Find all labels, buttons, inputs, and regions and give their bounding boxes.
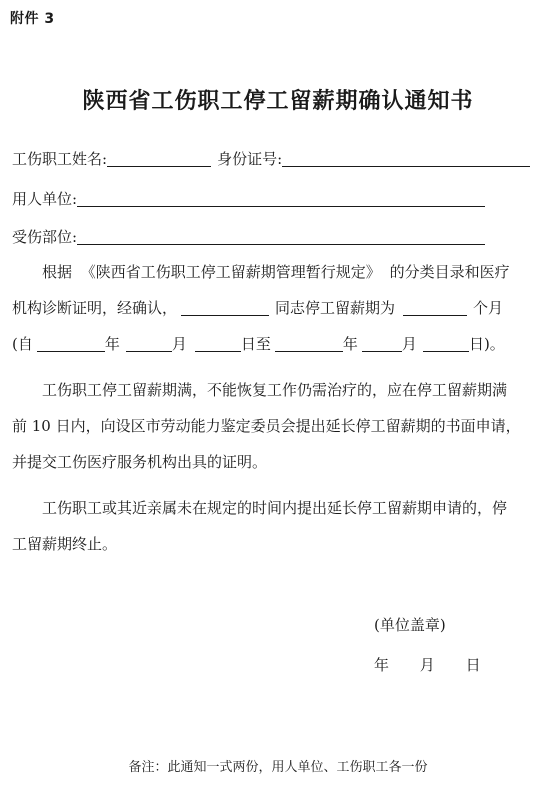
end-month-unit: 月	[401, 335, 417, 353]
start-month-unit: 月	[171, 335, 187, 353]
date-year: 年	[374, 656, 390, 674]
para1-confirm-text: 机构诊断证明，经确认，	[12, 299, 178, 317]
name-id-row	[12, 148, 530, 169]
footnote: 备注：此通知一式两份，用人单位、工伤职工各一份	[128, 760, 428, 775]
para1-months-unit: 个月	[473, 299, 504, 317]
end-month-blank[interactable]	[362, 337, 402, 352]
end-year-blank[interactable]	[275, 337, 343, 352]
end-year-unit: 年	[342, 335, 358, 353]
start-year-blank[interactable]	[37, 337, 105, 352]
id-number-blank[interactable]	[282, 152, 530, 167]
start-month-blank[interactable]	[126, 337, 172, 352]
worker-name-blank[interactable]	[181, 301, 269, 316]
injury-row	[12, 226, 485, 247]
para1-period-text: 同志停工留薪期为	[275, 299, 396, 317]
id-label: 身份证号:	[217, 150, 283, 168]
para2-line3: 并提交工伤医疗服务机构出具的证明。	[12, 453, 268, 471]
signature-date	[374, 654, 507, 675]
injury-part-blank[interactable]	[77, 230, 485, 245]
para1-line2	[12, 290, 542, 326]
para3-line1: 工伤职工或其近亲属未在规定的时间内提出延长停工留薪期申请的，停	[42, 499, 508, 517]
para1-text-c: 的分类目录和医疗	[389, 263, 510, 281]
paragraph-3	[12, 490, 542, 562]
para2-line1: 工伤职工停工留薪期满，不能恢复工作仍需治疗的，应在停工留薪期满	[42, 381, 508, 399]
para1-text-a: 根据	[42, 263, 73, 281]
months-blank[interactable]	[403, 301, 467, 316]
employer-row	[12, 188, 485, 209]
employer-blank[interactable]	[77, 192, 485, 207]
unit-seal-label: (单位盖章)	[374, 616, 446, 634]
para1-line3	[12, 326, 542, 362]
document-title: 陕西省工伤职工停工留薪期确认通知书	[82, 88, 474, 114]
date-range-open: (自	[12, 335, 33, 353]
attachment-label: 附件 3	[10, 11, 55, 27]
employer-label: 用人单位:	[12, 190, 78, 208]
date-month: 月	[419, 656, 435, 674]
start-year-unit: 年	[104, 335, 120, 353]
start-day-blank[interactable]	[195, 337, 241, 352]
regulation-title: 《陕西省工伤职工停工留薪期管理暂行规定》	[80, 263, 381, 281]
paragraph-2	[12, 372, 542, 480]
injury-label: 受伤部位:	[12, 228, 78, 246]
start-day-unit: 日至	[240, 335, 271, 353]
paragraph-1	[12, 254, 542, 362]
para2-line2: 前 10 日内，向设区市劳动能力鉴定委员会提出延长停工留薪期的书面申请，	[12, 417, 521, 435]
end-day-unit: 日)。	[468, 335, 505, 353]
name-label: 工伤职工姓名:	[12, 150, 108, 168]
end-day-blank[interactable]	[423, 337, 469, 352]
date-day: 日	[465, 656, 481, 674]
para1-line1	[12, 254, 542, 290]
para3-line2: 工留薪期终止。	[12, 535, 118, 553]
name-blank[interactable]	[107, 152, 211, 167]
